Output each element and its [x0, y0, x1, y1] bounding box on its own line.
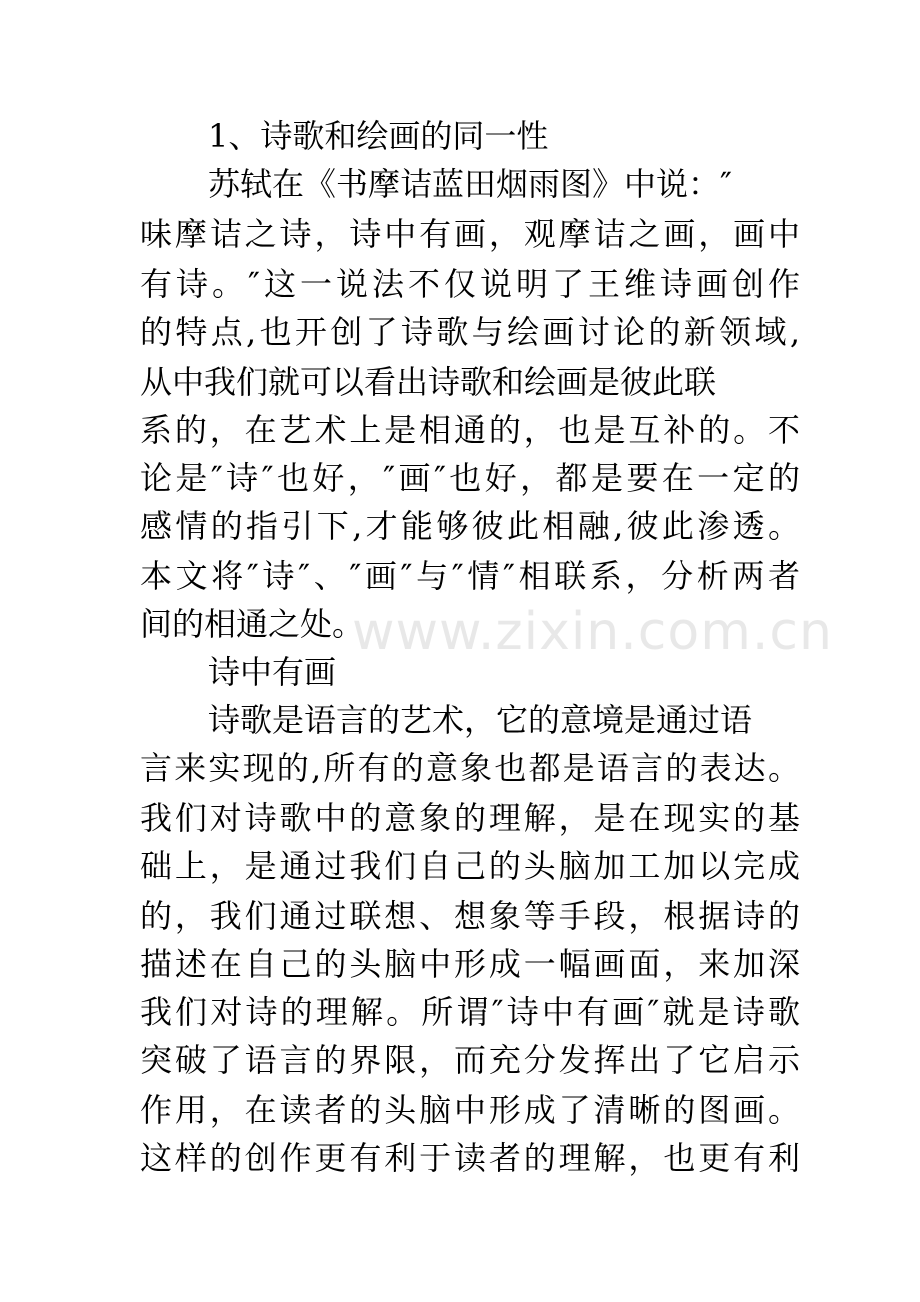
- section-subheading: 诗中有画: [208, 653, 337, 691]
- paragraph-line: 我们对诗歌中的意象的理解，是在现实的基: [140, 799, 800, 837]
- paragraph-line: 系的，在艺术上是相通的，也是互补的。不: [140, 411, 800, 449]
- paragraph-line: 的特点,也开创了诗歌与绘画讨论的新领域,: [140, 313, 800, 351]
- paragraph-line: 感情的指引下,才能够彼此相融,彼此渗透。: [140, 507, 800, 545]
- paragraph-line: 论是″诗″也好，″画″也好，都是要在一定的: [140, 459, 800, 497]
- paragraph-line: 从中我们就可以看出诗歌和绘画是彼此联: [140, 363, 717, 401]
- paragraph-line: 本文将″诗″、″画″与″情″相联系，分析两者: [140, 557, 800, 595]
- paragraph-line: 础上，是通过我们自己的头脑加工加以完成: [140, 847, 800, 885]
- paragraph-line: 我们对诗的理解。所谓″诗中有画″就是诗歌: [140, 993, 800, 1031]
- paragraph-line: 间的相通之处。: [140, 605, 365, 643]
- section-heading: 1、诗歌和绘画的同一性: [208, 117, 549, 155]
- paragraph-line: 诗歌是语言的艺术，它的意境是通过语: [208, 701, 753, 739]
- paragraph-line: 味摩诘之诗，诗中有画，观摩诘之画，画中: [140, 215, 800, 253]
- paragraph-line: 突破了语言的界限，而充分发挥出了它启示: [140, 1041, 800, 1079]
- paragraph-line: 作用，在读者的头脑中形成了清晰的图画。: [140, 1091, 800, 1129]
- paragraph-line: 言来实现的,所有的意象也都是语言的表达。: [140, 749, 800, 787]
- paragraph-line: 苏轼在《书摩诘蓝田烟雨图》中说：″: [208, 165, 732, 203]
- watermark: www.zixin.com.cn: [352, 602, 833, 662]
- paragraph-line: 有诗。″这一说法不仅说明了王维诗画创作: [140, 265, 800, 303]
- paragraph-line: 描述在自己的头脑中形成一幅画面，来加深: [140, 945, 800, 983]
- paragraph-line: 的，我们通过联想、想象等手段，根据诗的: [140, 897, 800, 935]
- paragraph-line: 这样的创作更有利于读者的理解，也更有利: [140, 1139, 800, 1177]
